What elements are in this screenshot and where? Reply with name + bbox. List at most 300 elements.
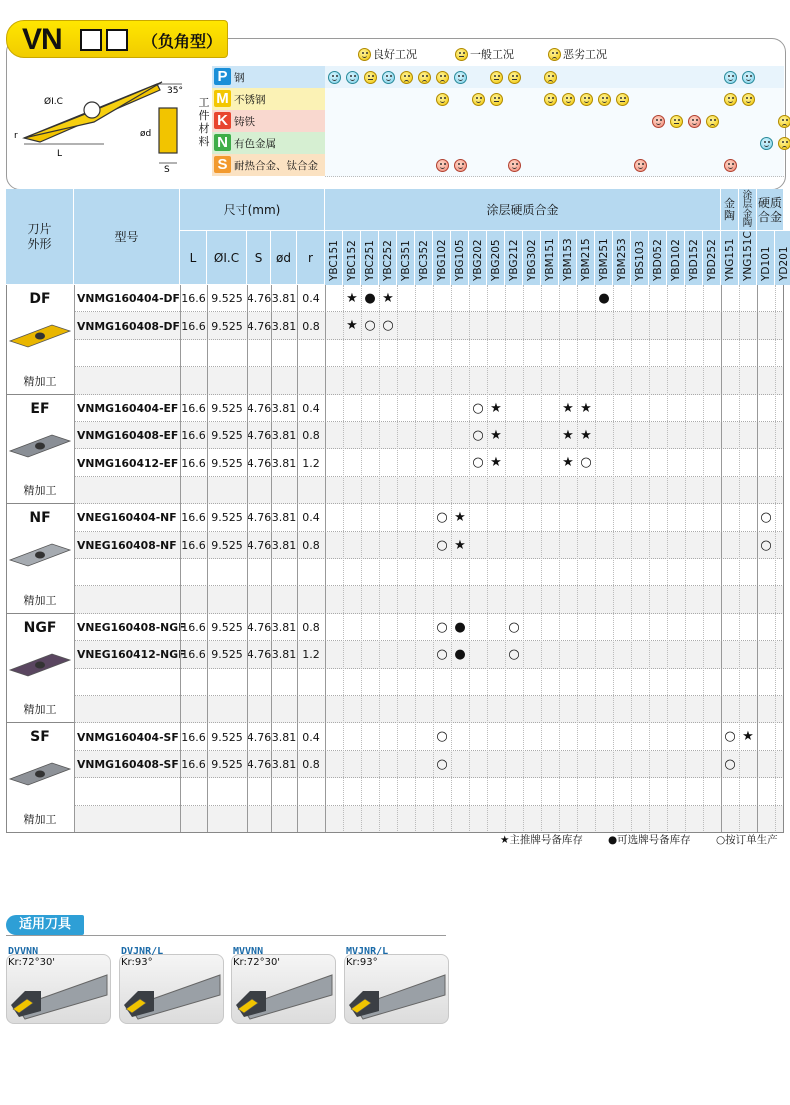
grade-header-yd201 [775,231,790,285]
good-face-icon [358,48,371,61]
grade-header-ybg212 [505,231,523,285]
legend-bad: 恶劣工况 [548,46,607,62]
dim-d: 3.81 [271,757,297,771]
normal-face-icon [508,71,521,84]
dim-l: 16.6 [181,757,206,771]
condition-face [559,92,577,106]
grade-label: YBD052 [651,239,664,281]
model-code: VNMG160404-DF [77,292,180,306]
dim-r: 1.2 [302,456,320,470]
material-name: 耐热合金、钛合金 [234,160,318,172]
grade-mark: ○ [436,647,448,663]
group-label: 精加工 [23,593,57,607]
grade-mark: ★ [562,455,574,471]
condition-face [361,70,379,84]
dim-ic: 9.525 [211,456,243,470]
grade-mark: ● [454,619,466,635]
dim-ic: 9.525 [211,757,243,771]
grade-label: YNG151 [723,238,736,281]
condition-face [757,136,775,150]
dim-ic: 9.525 [211,648,243,662]
good-face-icon [472,93,485,106]
group-code: SF [30,729,50,746]
grade-label: YBC352 [417,240,430,281]
condition-face [595,92,613,106]
grade-header-ybd152 [685,231,703,285]
material-name: 有色金属 [234,138,276,150]
condition-face [451,158,469,172]
tool-card [344,946,449,1026]
workpiece-row-n [212,132,325,155]
header-carbide: 硬质 合金 [757,189,784,231]
normal-face-icon [364,71,377,84]
grade-header-ybd102 [667,231,685,285]
grade-label: YBD252 [705,239,718,281]
dim-ic: 9.525 [211,292,243,306]
condition-face [667,114,685,128]
grade-header-ybg202 [469,231,487,285]
grade-label: YBC151 [327,240,340,281]
grade-header-ybc251 [361,231,379,285]
legend-good: 良好工况 [358,46,417,62]
dim-s: 4.76 [246,429,272,443]
dim-l: 16.6 [181,401,206,415]
workpiece-row-p [212,66,325,89]
tool-kr: Kr:72°30' [233,957,281,968]
grade-mark: ○ [382,318,394,334]
dim-d: 3.81 [271,292,297,306]
dim-d: 3.81 [271,456,297,470]
grade-mark: ★ [382,291,394,306]
condition-face [505,70,523,84]
good-face-icon [382,71,395,84]
dim-l: 16.6 [181,511,206,525]
tool-kr: Kr:72°30' [8,957,56,968]
good-face-icon [742,71,755,84]
insert-hole [84,102,100,118]
material-name: 不锈钢 [234,94,266,106]
material-name: 钢 [234,72,245,84]
condition-face [703,114,721,128]
material-letter-s: S [214,156,231,173]
header-model: 型号 [74,189,180,285]
good-face-icon [328,71,341,84]
dim-r: 0.4 [302,401,320,415]
condition-face [613,92,631,106]
grade-mark: ● [598,291,610,306]
dim-s: 4.76 [246,401,272,415]
tool-name: MVJNR/L [346,946,389,957]
grade-mark: ○ [364,318,376,334]
grade-mark: ● [364,291,376,306]
tool-card [231,946,336,1026]
grade-mark: ★ [346,291,358,306]
insert-dimension-diagram [12,68,197,180]
dim-l: 16.6 [181,648,206,662]
dim-d: 3.81 [271,538,297,552]
dim-d: 3.81 [271,429,297,443]
grade-header-ybd252 [703,231,721,285]
condition-face [433,70,451,84]
header-dim-0: L [180,231,207,285]
label-l: L [57,149,63,159]
grade-table [6,189,790,829]
dim-ic: 9.525 [211,429,243,443]
grade-header-ybm251 [595,231,613,285]
dim-d: 3.81 [271,730,297,744]
grade-mark: ○ [472,400,484,416]
good-face-icon [454,71,467,84]
grade-mark: ★ [580,400,592,416]
grade-header-ybg302 [523,231,541,285]
tool-name: MVVNN [233,946,264,957]
dim-d: 3.81 [271,511,297,525]
good-face-icon [724,159,737,172]
dim-ic: 9.525 [211,401,243,415]
grade-label: YBM153 [561,238,574,281]
grade-header-ybm253 [613,231,631,285]
grade-label: YBG102 [435,239,448,281]
tools-title: 适用刀具 [6,915,84,935]
good-face-icon [724,71,737,84]
page-title: VN [22,23,62,56]
grade-mark: ○ [436,619,448,635]
header-dim-1: ØI.C [207,231,247,285]
condition-face [631,158,649,172]
tool-name: DVJNR/L [121,946,164,957]
insert-side-view [159,108,177,153]
header-cermet: 金 陶 [721,189,739,231]
grade-label: YBG105 [453,239,466,281]
bad-face-icon [706,115,719,128]
workpiece-row-k [212,110,325,133]
workpiece-row-m [212,88,325,111]
group-code: NF [29,510,51,527]
title-box-2 [106,29,128,51]
legend-normal: 一般工况 [455,46,514,62]
dim-d: 3.81 [271,620,297,634]
normal-face-icon [616,93,629,106]
good-face-icon [346,71,359,84]
grade-header-ybg102 [433,231,451,285]
dim-l: 16.6 [181,730,206,744]
model-code: VNMG160408-SF [77,757,179,771]
grade-header-ybm215 [577,231,595,285]
footnote-circle: ○按订单生产 [716,834,778,846]
workpiece-label: 工件材料 [198,96,210,148]
grade-mark: ★ [454,510,466,526]
dim-s: 4.76 [246,730,272,744]
grade-mark: ○ [508,647,520,663]
grade-mark: ★ [562,428,574,443]
grade-mark: ★ [346,318,358,334]
grade-label: YBC252 [381,240,394,281]
grade-header-yd101 [757,231,775,285]
dim-l: 16.6 [181,538,206,552]
dim-l: 16.6 [181,319,206,333]
dim-s: 4.76 [246,456,272,470]
grade-header-ybc351 [397,231,415,285]
grade-mark: ★ [580,428,592,443]
label-d: ød [140,129,152,139]
group-label: 精加工 [23,374,57,388]
model-code: VNMG160408-EF [77,429,179,443]
grade-label: YBM251 [597,238,610,281]
model-code: VNMG160404-SF [77,730,179,744]
condition-face [577,92,595,106]
tool-kr: Kr:93° [121,957,153,968]
condition-face [739,92,757,106]
good-face-icon [580,93,593,106]
good-face-icon [688,115,701,128]
good-face-icon [454,159,467,172]
tool-card [6,946,111,1026]
grade-label: YBC152 [345,240,358,281]
grade-label: YBM151 [543,238,556,281]
dim-l: 16.6 [181,429,206,443]
grade-mark: ★ [562,400,574,416]
grade-label: YD201 [777,246,790,281]
bad-face-icon [400,71,413,84]
tools-section [6,915,446,936]
condition-face [343,70,361,84]
grade-header-ybc152 [343,231,361,285]
condition-face [487,70,505,84]
grade-mark: ○ [724,756,736,772]
grade-mark: ○ [508,619,520,635]
grade-header-yng151 [721,231,739,285]
grade-mark: ★ [490,455,502,471]
grade-mark: ○ [724,729,736,745]
good-face-icon [760,137,773,150]
normal-face-icon [490,93,503,106]
header-dim-2: S [247,231,271,285]
grade-label: YBG202 [471,239,484,281]
label-s: S [164,165,170,175]
dim-d: 3.81 [271,319,297,333]
grade-mark: ○ [472,455,484,471]
dim-r: 0.8 [302,620,320,634]
grade-mark: ○ [760,510,772,526]
grade-mark: ○ [760,537,772,553]
condition-face [469,92,487,106]
grade-label: YBG212 [507,239,520,281]
grade-header-ybc151 [325,231,343,285]
header-dim-3: ød [271,231,297,285]
dim-l: 16.6 [181,620,206,634]
group-label: 精加工 [23,703,57,717]
model-code: VNEG160412-NGF [77,648,186,662]
header-dim-4: r [297,231,325,285]
material-letter-n: N [214,134,231,151]
good-face-icon [634,159,647,172]
grade-header-ybd052 [649,231,667,285]
grade-header-yng151c [739,231,757,285]
good-face-icon [562,93,575,106]
group-label: 精加工 [23,813,57,826]
grade-mark: ○ [436,756,448,772]
label-r: r [14,131,18,141]
good-face-icon [598,93,611,106]
dim-r: 1.2 [302,648,320,662]
condition-face [451,70,469,84]
grade-header-ybg105 [451,231,469,285]
model-code: VNMG160408-DF [77,319,180,333]
grade-mark: ○ [580,455,592,471]
model-code: VNEG160404-NF [77,511,177,525]
material-letter-m: M [214,90,231,107]
dim-r: 0.8 [302,319,320,333]
bad-face-icon [548,48,561,61]
table-border [6,285,784,833]
good-face-icon [652,115,665,128]
condition-band-n [325,132,784,155]
dim-d: 3.81 [271,648,297,662]
group-label: 精加工 [23,484,57,498]
grade-mark: ★ [490,428,502,443]
normal-face-icon [490,71,503,84]
grade-label: YBG302 [525,239,538,281]
page-subtitle: （负角型） [142,32,223,51]
bad-face-icon [778,137,790,150]
grade-mark: ● [454,647,466,663]
grade-header-ybm153 [559,231,577,285]
dim-r: 0.4 [302,730,320,744]
grade-label: YBC351 [399,240,412,281]
dim-r: 0.8 [302,429,320,443]
model-code: VNEG160408-NGF [77,620,186,634]
condition-face [685,114,703,128]
grade-mark: ○ [436,729,448,745]
header-shape: 刀片 外形 [6,189,74,285]
dim-l: 16.6 [181,292,206,306]
footnote-star: ★主推牌号备库存 [500,834,583,846]
dim-r: 0.8 [302,757,320,771]
grade-label: YNG151C [741,231,754,281]
grade-label: YBD152 [687,239,700,281]
grade-label: YBM215 [579,238,592,281]
condition-face [721,158,739,172]
tool-kr: Kr:93° [346,957,378,968]
grade-header-ybc252 [379,231,397,285]
good-face-icon [436,159,449,172]
dim-s: 4.76 [246,292,272,306]
grade-label: YBD102 [669,239,682,281]
condition-face [541,92,559,106]
grade-header-ybg205 [487,231,505,285]
good-face-icon [544,93,557,106]
title-box-1 [80,29,102,51]
condition-face [541,70,559,84]
dim-r: 0.4 [302,292,320,306]
material-name: 铸铁 [234,116,255,128]
grade-header-ybm151 [541,231,559,285]
grade-mark: ○ [436,510,448,526]
label-angle: 35° [167,86,183,96]
grade-header-ybc352 [415,231,433,285]
workpiece-row-s [212,154,325,177]
condition-face [415,70,433,84]
condition-face [739,70,757,84]
grade-label: YBC251 [363,240,376,281]
dim-ic: 9.525 [211,730,243,744]
group-code: DF [29,291,51,307]
grade-mark: ★ [490,400,502,416]
grade-label: YBS103 [633,240,646,281]
bad-face-icon [436,71,449,84]
grade-mark: ○ [472,428,484,443]
condition-face [379,70,397,84]
material-letter-k: K [214,112,231,129]
dim-ic: 9.525 [211,538,243,552]
condition-band-s [325,154,784,177]
good-face-icon [742,93,755,106]
dim-s: 4.76 [246,511,272,525]
grade-mark: ★ [454,537,466,553]
label-ic: ØI.C [44,97,63,107]
condition-face [649,114,667,128]
condition-face [775,136,790,150]
bad-face-icon [418,71,431,84]
tool-card [119,946,224,1026]
grade-mark: ○ [436,537,448,553]
header-coated: 涂层硬质合金 [325,189,721,231]
dim-r: 0.8 [302,538,320,552]
dim-d: 3.81 [271,401,297,415]
good-face-icon [508,159,521,172]
group-code: NGF [23,619,57,636]
condition-face [487,92,505,106]
normal-face-icon [670,115,683,128]
model-code: VNEG160408-NF [77,538,177,552]
dim-s: 4.76 [246,620,272,634]
dim-s: 4.76 [246,757,272,771]
condition-face [505,158,523,172]
condition-face [721,92,739,106]
dim-ic: 9.525 [211,511,243,525]
bad-face-icon [778,115,790,128]
condition-face [325,70,343,84]
dim-l: 16.6 [181,456,206,470]
dim-ic: 9.525 [211,620,243,634]
condition-face [775,114,790,128]
good-face-icon [724,93,737,106]
normal-face-icon [455,48,468,61]
footnote-dot: ●可选牌号备库存 [608,834,691,846]
condition-face [433,92,451,106]
condition-face [397,70,415,84]
header-size: 尺寸(mm) [180,189,325,231]
dim-s: 4.76 [246,538,272,552]
grade-label: YD101 [759,246,772,281]
group-code: EF [30,400,50,417]
grade-label: YBM253 [615,238,628,281]
model-code: VNMG160404-EF [77,401,179,415]
condition-face [433,158,451,172]
tool-name: DVVNN [8,946,39,957]
header-coated-cermet: 涂 层 金 陶 [739,189,757,231]
good-face-icon [436,93,449,106]
dim-r: 0.4 [302,511,320,525]
grade-label: YBG205 [489,239,502,281]
bad-face-icon [544,71,557,84]
dim-s: 4.76 [246,319,272,333]
grade-mark: ★ [742,729,754,745]
material-letter-p: P [214,68,231,85]
condition-face [721,70,739,84]
model-code: VNMG160412-EF [77,456,179,470]
grade-header-ybs103 [631,231,649,285]
